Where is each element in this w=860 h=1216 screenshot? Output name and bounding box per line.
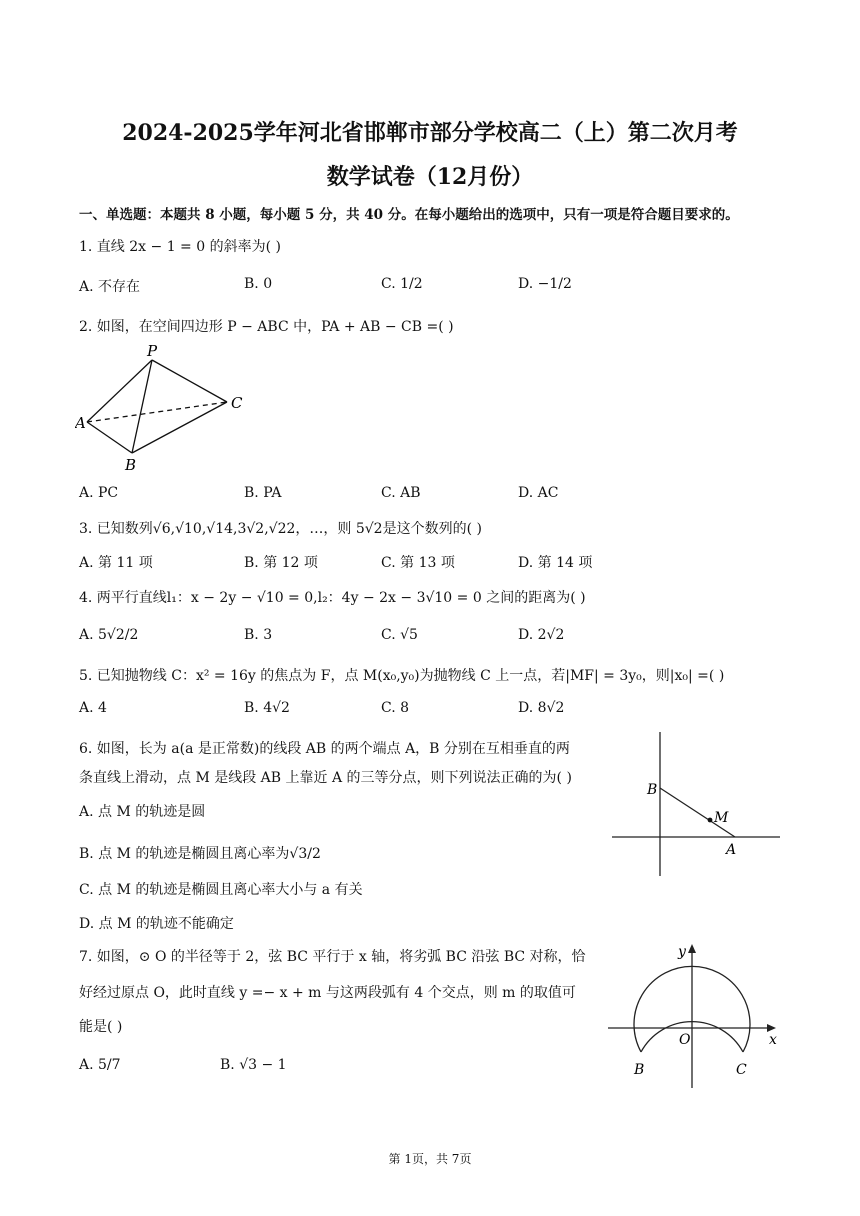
page-title-line1: 2024-2025学年河北省邯郸市部分学校高二（上）第二次月考 (122, 120, 738, 146)
label-c: C (736, 1062, 747, 1078)
q6-option-c: C. 点 M 的轨迹是椭圆且离心率大小与 a 有关 (79, 882, 363, 898)
question-7-line2: 好经过原点 O，此时直线 y =− x + m 与这两段弧有 4 个交点，则 m 的取值可 (79, 985, 576, 1001)
q3-option-d: D. 第 14 项 (518, 555, 593, 571)
q1-option-c: C. 1/2 (381, 276, 423, 292)
q3-option-a: A. 第 11 项 (79, 555, 153, 571)
label-a: A (75, 414, 86, 432)
q4-option-a: A. 5√2/2 (79, 627, 139, 643)
question-4: 4. 两平行直线l₁：x − 2y − √10 = 0,l₂：4y − 2x − 3√10 = 0 之间的距离为( ) (79, 590, 586, 606)
q7-option-b: B. √3 − 1 (220, 1057, 287, 1073)
q4-option-d: D. 2√2 (518, 627, 565, 643)
q4-option-b: B. 3 (244, 627, 273, 643)
q3-option-b: B. 第 12 项 (244, 555, 318, 571)
question-7-line1: 7. 如图，⊙ O 的半径等于 2，弦 BC 平行于 x 轴，将劣弧 BC 沿弦 BC 对称，恰 (79, 949, 586, 965)
q4-option-c: C. √5 (381, 627, 418, 643)
q7-option-a: A. 5/7 (79, 1057, 121, 1073)
circle-arc-figure (606, 940, 786, 1092)
q5-option-c: C. 8 (381, 700, 410, 716)
q6-option-a: A. 点 M 的轨迹是圆 (79, 804, 206, 820)
q2-option-c: C. AB (381, 485, 421, 501)
sliding-segment-figure (610, 728, 782, 878)
tetrahedron-figure (75, 340, 250, 475)
q1-option-d: D. −1/2 (518, 276, 572, 292)
q1-option-a: A. 不存在 (79, 279, 141, 295)
label-o: O (679, 1032, 691, 1048)
question-3: 3. 已知数列√6,√10,√14,3√2,√22，…，则 5√2是这个数列的( ) (79, 521, 482, 537)
q2-option-d: D. AC (518, 485, 559, 501)
label-c: C (231, 394, 243, 412)
label-b: B (634, 1062, 645, 1078)
q2-option-a: A. PC (79, 485, 119, 501)
label-b: B (125, 456, 137, 474)
q6-option-b: B. 点 M 的轨迹是椭圆且离心率为√3/2 (79, 846, 321, 862)
q5-option-d: D. 8√2 (518, 700, 565, 716)
q1-option-b: B. 0 (244, 276, 273, 292)
label-y: y (678, 944, 686, 960)
page-title-line2: 数学试卷（12月份） (326, 164, 534, 190)
section-heading: 一、单选题：本题共 8 小题，每小题 5 分，共 40 分。在每小题给出的选项中，只有一项是符合题目要求的。 (79, 207, 739, 223)
question-6-line2: 条直线上滑动，点 M 是线段 AB 上靠近 A 的三等分点，则下列说法正确的为( ) (79, 770, 572, 786)
q5-option-a: A. 4 (79, 700, 107, 716)
q2-option-b: B. PA (244, 485, 282, 501)
label-a: A (726, 842, 737, 858)
q3-option-c: C. 第 13 项 (381, 555, 455, 571)
question-2: 2. 如图，在空间四边形 P − ABC 中，PA + AB − CB =( ) (79, 319, 454, 335)
q6-option-d: D. 点 M 的轨迹不能确定 (79, 916, 234, 932)
label-m: M (714, 810, 729, 826)
question-5: 5. 已知抛物线 C：x² = 16y 的焦点为 F，点 M(x₀,y₀)为抛物线 C 上一点，若|MF| = 3y₀，则|x₀| =( ) (79, 668, 725, 684)
question-6-line1: 6. 如图，长为 a(a 是正常数)的线段 AB 的两个端点 A，B 分别在互相垂直的两 (79, 741, 570, 757)
page-footer: 第 1页，共 7页 (388, 1152, 472, 1166)
q5-option-b: B. 4√2 (244, 700, 290, 716)
question-1: 1. 直线 2x − 1 = 0 的斜率为( ) (79, 239, 281, 255)
question-7-line3: 能是( ) (79, 1019, 123, 1035)
label-b: B (647, 782, 658, 798)
label-p: P (147, 342, 158, 360)
label-x: x (769, 1032, 777, 1048)
